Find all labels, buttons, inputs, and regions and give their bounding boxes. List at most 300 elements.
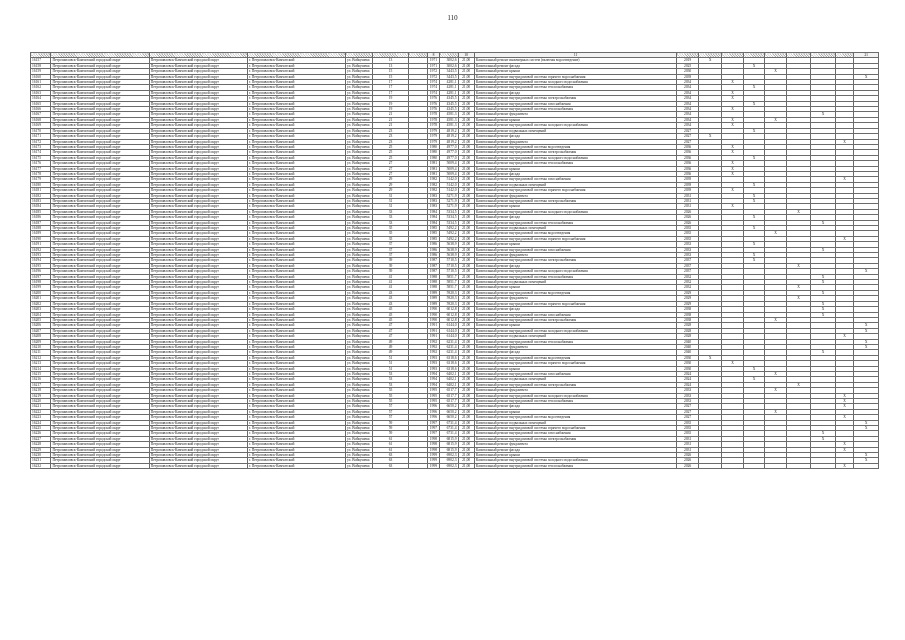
build-year-cell: 1997 <box>427 431 439 436</box>
area-cell: 6231,4 <box>440 350 458 355</box>
city-cell: г. Петропавловск-Камчатский <box>247 399 345 404</box>
area-cell: 4581,3 <box>440 112 458 117</box>
build-year-cell: 1976 <box>427 101 439 106</box>
house-number-cell: 15 <box>372 74 409 79</box>
area-cell: 5638,9 <box>440 247 458 252</box>
plan-year-cell: 2029 <box>677 301 698 306</box>
city-cell: г. Петропавловск-Камчатский <box>247 323 345 328</box>
norm-cell: 21,00 <box>458 253 474 258</box>
row-id-cell: 16215 <box>31 371 51 376</box>
street-cell: ул. Войцешека <box>346 296 373 301</box>
build-year-cell: 1971 <box>427 58 439 63</box>
mark-cell: Х <box>854 323 879 328</box>
build-year-cell: 1982 <box>427 177 439 182</box>
street-cell: ул. Войцешека <box>346 242 373 247</box>
plan-year-cell: 2031 <box>677 447 698 452</box>
plan-year-cell: 2024 <box>677 371 698 376</box>
norm-cell: 21,00 <box>458 296 474 301</box>
area-cell: 3002,6 <box>440 58 458 63</box>
mark-cell: Х <box>835 463 853 468</box>
row-id-cell: 16162 <box>31 85 51 90</box>
mark-cell <box>811 463 836 468</box>
work-type-cell: Капитальный ремонт фундамента <box>474 112 677 117</box>
municipality-cell: Петропавловск-Камчатский городской округ <box>51 188 149 193</box>
house-number-cell: 27 <box>372 171 409 176</box>
street-cell: ул. Войцешека <box>346 436 373 441</box>
norm-cell: 21,00 <box>458 431 474 436</box>
house-number-cell: 39 <box>372 269 409 274</box>
municipality-cell: Петропавловск-Камчатский городской округ <box>149 215 247 220</box>
norm-cell: 21,00 <box>458 58 474 63</box>
street-cell: ул. Войцешека <box>346 393 373 398</box>
city-cell: г. Петропавловск-Камчатский <box>247 393 345 398</box>
work-type-cell: Капитальный ремонт фасада <box>474 307 677 312</box>
plan-year-cell: 2019 <box>677 58 698 63</box>
area-cell: 4819,2 <box>440 128 458 133</box>
street-cell: ул. Войцешека <box>346 334 373 339</box>
work-type-cell: Капитальный ремонт внутридомовой системы теплоснабжения <box>474 399 677 404</box>
build-year-cell: 1990 <box>427 307 439 312</box>
street-cell: ул. Войцешека <box>346 150 373 155</box>
build-year-cell: 1974 <box>427 90 439 95</box>
work-type-cell: Капитальный ремонт крыши <box>474 69 677 74</box>
municipality-cell: Петропавловск-Камчатский городской округ <box>149 393 247 398</box>
build-year-cell: 1976 <box>427 107 439 112</box>
row-id-cell: 16171 <box>31 134 51 139</box>
mark-cell: Х <box>765 69 786 74</box>
row-id-cell: 16187 <box>31 220 51 225</box>
municipality-cell: Петропавловск-Камчатский городской округ <box>51 117 149 122</box>
mark-cell: Х <box>835 404 853 409</box>
street-cell: ул. Войцешека <box>346 399 373 404</box>
municipality-cell: Петропавловск-Камчатский городской округ <box>149 339 247 344</box>
municipality-cell: Петропавловск-Камчатский городской округ <box>149 404 247 409</box>
city-cell: г. Петропавловск-Камчатский <box>247 290 345 295</box>
plan-year-cell: 2027 <box>677 409 698 414</box>
norm-cell: 21,00 <box>458 128 474 133</box>
house-number-cell: 59 <box>372 426 409 431</box>
house-number-cell: 37 <box>372 247 409 252</box>
street-cell: ул. Войцешека <box>346 128 373 133</box>
street-cell: ул. Войцешека <box>346 339 373 344</box>
work-type-cell: Капитальный ремонт фасада <box>474 90 677 95</box>
work-type-cell: Капитальный ремонт внутридомовой системы горячего водоснабжения <box>474 361 677 366</box>
build-year-cell: 1980 <box>427 155 439 160</box>
municipality-cell: Петропавловск-Камчатский городской округ <box>51 382 149 387</box>
mark-cell: Х <box>743 198 764 203</box>
build-year-cell: 1996 <box>427 409 439 414</box>
municipality-cell: Петропавловск-Камчатский городской округ <box>149 296 247 301</box>
mark-cell: Х <box>854 426 879 431</box>
municipality-cell: Петропавловск-Камчатский городской округ <box>149 350 247 355</box>
mark-cell: Х <box>765 317 786 322</box>
street-cell: ул. Войцешека <box>346 366 373 371</box>
mark-cell: Х <box>743 63 764 68</box>
municipality-cell: Петропавловск-Камчатский городской округ <box>51 317 149 322</box>
build-year-cell: 1979 <box>427 139 439 144</box>
city-cell: г. Петропавловск-Камчатский <box>247 285 345 290</box>
norm-cell: 21,00 <box>458 177 474 182</box>
area-cell: 5638,9 <box>440 253 458 258</box>
municipality-cell: Петропавловск-Камчатский городской округ <box>149 177 247 182</box>
municipality-cell: Петропавловск-Камчатский городской округ <box>149 139 247 144</box>
street-cell: ул. Войцешека <box>346 155 373 160</box>
street-cell: ул. Войцешека <box>346 204 373 209</box>
work-type-cell: Капитальный ремонт внутридомовой системы горячего водоснабжения <box>474 188 677 193</box>
house-number-cell: 17 <box>372 90 409 95</box>
row-id-cell: 16190 <box>31 236 51 241</box>
municipality-cell: Петропавловск-Камчатский городской округ <box>51 366 149 371</box>
build-year-cell: 1991 <box>427 323 439 328</box>
build-year-cell: 1992 <box>427 344 439 349</box>
street-cell: ул. Войцешека <box>346 431 373 436</box>
row-id-cell: 16230 <box>31 453 51 458</box>
municipality-cell: Петропавловск-Камчатский городской округ <box>51 409 149 414</box>
area-cell: 4581,3 <box>440 117 458 122</box>
mark-cell: Х <box>811 436 836 441</box>
work-type-cell: Капитальный ремонт внутридомовой системы теплоснабжения <box>474 463 677 468</box>
municipality-cell: Петропавловск-Камчатский городской округ <box>149 301 247 306</box>
work-type-cell: Капитальный ремонт фундамента <box>474 388 677 393</box>
row-id-cell: 16157 <box>31 58 51 63</box>
norm-cell: 21,00 <box>458 453 474 458</box>
work-type-cell: Капитальный ремонт подвальных помещений <box>474 334 677 339</box>
mark-cell: Х <box>835 236 853 241</box>
norm-cell: 21,00 <box>458 134 474 139</box>
plan-year-cell: 2035 <box>677 226 698 231</box>
house-number-cell: 43 <box>372 301 409 306</box>
plan-year-cell: 2033 <box>677 388 698 393</box>
street-cell: ул. Войцешека <box>346 226 373 231</box>
mark-cell: Х <box>811 307 836 312</box>
municipality-cell: Петропавловск-Камчатский городской округ <box>149 463 247 468</box>
area-cell: 3002,6 <box>440 63 458 68</box>
municipality-cell: Петропавловск-Камчатский городской округ <box>51 182 149 187</box>
row-id-cell: 16212 <box>31 355 51 360</box>
municipality-cell: Петропавловск-Камчатский городской округ <box>149 447 247 452</box>
municipality-cell: Петропавловск-Камчатский городской округ <box>149 69 247 74</box>
plan-year-cell: 2026 <box>677 463 698 468</box>
build-year-cell: 1994 <box>427 371 439 376</box>
city-cell: г. Петропавловск-Камчатский <box>247 123 345 128</box>
row-id-cell: 16199 <box>31 285 51 290</box>
mark-cell: Х <box>743 258 764 263</box>
municipality-cell: Петропавловск-Камчатский городской округ <box>149 204 247 209</box>
build-year-cell: 1998 <box>427 447 439 452</box>
street-cell: ул. Войцешека <box>346 253 373 258</box>
municipality-cell: Петропавловск-Камчатский городской округ <box>51 290 149 295</box>
house-number-cell: 19 <box>372 96 409 101</box>
house-number-cell: 15 <box>372 69 409 74</box>
mark-cell: Х <box>811 247 836 252</box>
plan-year-cell: 2026 <box>677 220 698 225</box>
norm-cell: 21,00 <box>458 317 474 322</box>
work-type-cell: Капитальный ремонт фасада <box>474 171 677 176</box>
area-cell: 5638,9 <box>440 242 458 247</box>
area-cell: 6902,3 <box>440 463 458 468</box>
build-year-cell: 1981 <box>427 171 439 176</box>
build-year-cell: 1974 <box>427 80 439 85</box>
work-type-cell: Капитальный ремонт внутридомовой системы водоотведения <box>474 355 677 360</box>
plan-year-cell: 2026 <box>677 458 698 463</box>
row-id-cell: 16185 <box>31 209 51 214</box>
municipality-cell: Петропавловск-Камчатский городской округ <box>51 101 149 106</box>
norm-cell: 21,00 <box>458 280 474 285</box>
street-cell: ул. Войцешека <box>346 263 373 268</box>
municipality-cell: Петропавловск-Камчатский городской округ <box>51 377 149 382</box>
work-type-cell: Капитальный ремонт внутридомовой системы теплоснабжения <box>474 161 677 166</box>
municipality-cell: Петропавловск-Камчатский городской округ <box>149 226 247 231</box>
house-number-cell: 41 <box>372 285 409 290</box>
norm-cell: 21,00 <box>458 258 474 263</box>
norm-cell: 21,00 <box>458 371 474 376</box>
area-cell: 6012,8 <box>440 317 458 322</box>
city-cell: г. Петропавловск-Камчатский <box>247 404 345 409</box>
area-cell: 6402,1 <box>440 377 458 382</box>
street-cell: ул. Войцешека <box>346 442 373 447</box>
municipality-cell: Петропавловск-Камчатский городской округ <box>149 323 247 328</box>
municipality-cell: Петропавловск-Камчатский городской округ <box>51 404 149 409</box>
street-cell: ул. Войцешека <box>346 285 373 290</box>
area-cell: 4345,5 <box>440 96 458 101</box>
work-type-cell: Капитальный ремонт внутридомовой системы холодного водоснабжения <box>474 80 677 85</box>
norm-cell: 21,00 <box>458 393 474 398</box>
mark-cell: Х <box>835 415 853 420</box>
municipality-cell: Петропавловск-Камчатский городской округ <box>51 274 149 279</box>
plan-year-cell: 2033 <box>677 242 698 247</box>
plan-year-cell: 2030 <box>677 361 698 366</box>
street-cell: ул. Войцешека <box>346 117 373 122</box>
municipality-cell: Петропавловск-Камчатский городской округ <box>51 166 149 171</box>
area-cell: 6144,0 <box>440 334 458 339</box>
header-cell: 8 <box>427 53 439 58</box>
mark-cell: Х <box>854 420 879 425</box>
municipality-cell: Петропавловск-Камчатский городской округ <box>51 171 149 176</box>
area-cell: 4819,2 <box>440 134 458 139</box>
row-id-cell: 16181 <box>31 188 51 193</box>
area-cell: 3443,5 <box>440 69 458 74</box>
norm-cell: 21,00 <box>458 150 474 155</box>
plan-year-cell: 2026 <box>677 209 698 214</box>
mark-cell: Х <box>743 253 764 258</box>
work-type-cell: Капитальный ремонт подвальных помещений <box>474 128 677 133</box>
municipality-cell: Петропавловск-Камчатский городской округ <box>51 420 149 425</box>
municipality-cell: Петропавловск-Камчатский городской округ <box>51 447 149 452</box>
norm-cell: 21,00 <box>458 263 474 268</box>
plan-year-cell: 2036 <box>677 155 698 160</box>
house-number-cell: 55 <box>372 399 409 404</box>
municipality-cell: Петропавловск-Камчатский городской округ <box>149 182 247 187</box>
mark-cell: Х <box>811 280 836 285</box>
plan-year-cell: 2035 <box>677 431 698 436</box>
build-year-cell: 1999 <box>427 458 439 463</box>
street-cell: ул. Войцешека <box>346 236 373 241</box>
row-id-cell: 16228 <box>31 442 51 447</box>
municipality-cell: Петропавловск-Камчатский городской округ <box>149 420 247 425</box>
mark-cell: Х <box>835 393 853 398</box>
municipality-cell: Петропавловск-Камчатский городской округ <box>51 63 149 68</box>
norm-cell: 21,00 <box>458 101 474 106</box>
row-id-cell: 16159 <box>31 69 51 74</box>
build-year-cell: 1979 <box>427 128 439 133</box>
area-cell: 5851,7 <box>440 285 458 290</box>
municipality-cell: Петропавловск-Камчатский городской округ <box>149 144 247 149</box>
mark-cell: Х <box>854 74 879 79</box>
municipality-cell: Петропавловск-Камчатский городской округ <box>149 388 247 393</box>
row-id-cell: 16217 <box>31 382 51 387</box>
row-id-cell: 16180 <box>31 182 51 187</box>
work-type-cell: Капитальный ремонт внутридомовой системы газоснабжения <box>474 431 677 436</box>
municipality-cell: Петропавловск-Камчатский городской округ <box>149 155 247 160</box>
mark-cell: Х <box>811 220 836 225</box>
city-cell: г. Петропавловск-Камчатский <box>247 139 345 144</box>
row-id-cell: 16194 <box>31 258 51 263</box>
city-cell: г. Петропавловск-Камчатский <box>247 58 345 63</box>
street-cell: ул. Войцешека <box>346 307 373 312</box>
city-cell: г. Петропавловск-Камчатский <box>247 258 345 263</box>
municipality-cell: Петропавловск-Камчатский городской округ <box>51 312 149 317</box>
street-cell: ул. Войцешека <box>346 69 373 74</box>
build-year-cell: 1981 <box>427 161 439 166</box>
build-year-cell: 1997 <box>427 420 439 425</box>
work-type-cell: Капитальный ремонт внутридомовой системы горячего водоснабжения <box>474 426 677 431</box>
municipality-cell: Петропавловск-Камчатский городской округ <box>149 458 247 463</box>
street-cell: ул. Войцешека <box>346 323 373 328</box>
work-type-cell: Капитальный ремонт фундамента <box>474 296 677 301</box>
work-type-cell: Капитальный ремонт внутридомовой системы электроснабжения <box>474 150 677 155</box>
plan-year-cell: 2031 <box>677 193 698 198</box>
house-number-cell: 57 <box>372 409 409 414</box>
city-cell: г. Петропавловск-Камчатский <box>247 274 345 279</box>
city-cell: г. Петропавловск-Камчатский <box>247 198 345 203</box>
norm-cell: 21,00 <box>458 301 474 306</box>
area-cell: 5492,2 <box>440 236 458 241</box>
mark-cell: Х <box>835 139 853 144</box>
work-type-cell: Капитальный ремонт внутридомовой системы холодного водоснабжения <box>474 328 677 333</box>
house-number-cell: 17 <box>372 80 409 85</box>
house-number-cell: 33 <box>372 215 409 220</box>
area-cell: 4977,0 <box>440 144 458 149</box>
area-cell: 5710,5 <box>440 258 458 263</box>
house-number-cell: 21 <box>372 117 409 122</box>
city-cell: г. Петропавловск-Камчатский <box>247 177 345 182</box>
area-cell: 4581,3 <box>440 123 458 128</box>
house-number-cell: 51 <box>372 361 409 366</box>
house-number-cell: 59 <box>372 431 409 436</box>
area-cell: 5851,7 <box>440 280 458 285</box>
norm-cell: 21,00 <box>458 209 474 214</box>
municipality-cell: Петропавловск-Камчатский городской округ <box>51 134 149 139</box>
work-type-cell: Капитальный ремонт фасада <box>474 63 677 68</box>
build-year-cell: 1978 <box>427 123 439 128</box>
street-cell: ул. Войцешека <box>346 463 373 468</box>
municipality-cell: Петропавловск-Камчатский городской округ <box>51 150 149 155</box>
municipality-cell: Петропавловск-Камчатский городской округ <box>149 436 247 441</box>
municipality-cell: Петропавловск-Камчатский городской округ <box>51 269 149 274</box>
norm-cell: 21,00 <box>458 344 474 349</box>
city-cell: г. Петропавловск-Камчатский <box>247 226 345 231</box>
street-cell: ул. Войцешека <box>346 171 373 176</box>
municipality-cell: Петропавловск-Камчатский городской округ <box>149 166 247 171</box>
street-cell: ул. Войцешека <box>346 161 373 166</box>
row-id-cell: 16195 <box>31 263 51 268</box>
area-cell: 5334,5 <box>440 215 458 220</box>
house-number-cell: 35 <box>372 236 409 241</box>
municipality-cell: Петропавловск-Камчатский городской округ <box>149 442 247 447</box>
plan-year-cell: 2030 <box>677 69 698 74</box>
city-cell: г. Петропавловск-Камчатский <box>247 436 345 441</box>
municipality-cell: Петропавловск-Камчатский городской округ <box>51 296 149 301</box>
mark-cell: Х <box>811 290 836 295</box>
city-cell: г. Петропавловск-Камчатский <box>247 409 345 414</box>
house-number-cell: 23 <box>372 134 409 139</box>
norm-cell: 21,00 <box>458 198 474 203</box>
row-id-cell: 16219 <box>31 393 51 398</box>
work-type-cell: Капитальный ремонт подвальных помещений <box>474 182 677 187</box>
city-cell: г. Петропавловск-Камчатский <box>247 253 345 258</box>
city-cell: г. Петропавловск-Камчатский <box>247 366 345 371</box>
build-year-cell: 1992 <box>427 339 439 344</box>
plan-year-cell: 2037 <box>677 269 698 274</box>
work-type-cell: Капитальный ремонт внутридомовой системы газоснабжения <box>474 247 677 252</box>
street-cell: ул. Войцешека <box>346 388 373 393</box>
city-cell: г. Петропавловск-Камчатский <box>247 242 345 247</box>
norm-cell: 21,00 <box>458 155 474 160</box>
street-cell: ул. Войцешека <box>346 355 373 360</box>
mark-cell: Х <box>722 96 743 101</box>
area-cell: 5009,4 <box>440 166 458 171</box>
mark-cell: Х <box>854 453 879 458</box>
house-number-cell: 33 <box>372 220 409 225</box>
mark-cell: Х <box>765 388 786 393</box>
row-id-cell: 16220 <box>31 399 51 404</box>
area-cell: 6815,9 <box>440 447 458 452</box>
row-id-cell: 16207 <box>31 328 51 333</box>
row-id-cell: 16178 <box>31 171 51 176</box>
city-cell: г. Петропавловск-Камчатский <box>247 193 345 198</box>
municipality-cell: Петропавловск-Камчатский городской округ <box>51 247 149 252</box>
municipality-cell: Петропавловск-Камчатский городской округ <box>51 90 149 95</box>
mark-cell: Х <box>743 377 764 382</box>
norm-cell: 21,00 <box>458 144 474 149</box>
mark-cell <box>698 463 722 468</box>
street-cell: ул. Войцешека <box>346 177 373 182</box>
municipality-cell: Петропавловск-Камчатский городской округ <box>149 247 247 252</box>
municipality-cell: Петропавловск-Камчатский городской округ <box>51 69 149 74</box>
municipality-cell: Петропавловск-Камчатский городской округ <box>149 371 247 376</box>
municipality-cell: Петропавловск-Камчатский городской округ <box>149 193 247 198</box>
row-id-cell: 16201 <box>31 296 51 301</box>
area-cell: 6815,9 <box>440 436 458 441</box>
plan-year-cell: 2037 <box>677 258 698 263</box>
municipality-cell: Петропавловск-Камчатский городской округ <box>51 280 149 285</box>
norm-cell: 21,00 <box>458 226 474 231</box>
street-cell: ул. Войцешека <box>346 269 373 274</box>
norm-cell: 21,00 <box>458 161 474 166</box>
city-cell: г. Петропавловск-Камчатский <box>247 307 345 312</box>
house-number-cell: 49 <box>372 344 409 349</box>
house-number-cell: 27 <box>372 166 409 171</box>
norm-cell: 21,00 <box>458 171 474 176</box>
build-year-cell: 1987 <box>427 263 439 268</box>
norm-cell: 21,00 <box>458 107 474 112</box>
work-type-cell: Капитальный ремонт фундамента <box>474 253 677 258</box>
mark-cell: Х <box>743 215 764 220</box>
plan-year-cell: 2034 <box>677 107 698 112</box>
mark-cell: Х <box>743 242 764 247</box>
municipality-cell: Петропавловск-Камчатский городской округ <box>51 80 149 85</box>
area-cell: 6731,4 <box>440 420 458 425</box>
